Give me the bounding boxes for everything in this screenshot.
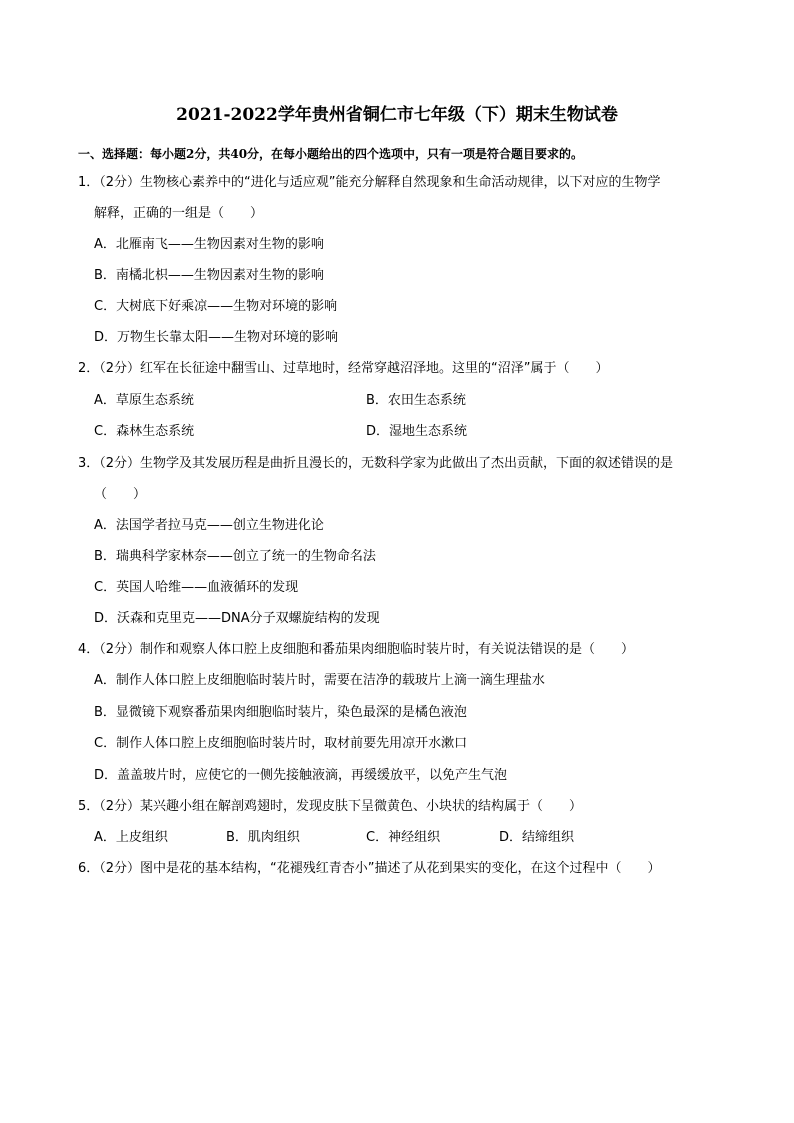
question-4-option-b: B．显微镜下观察番茄果肉细胞临时装片，染色最深的是橘色液泡 — [94, 705, 467, 720]
question-1-stem-continued: 解释，正确的一组是（ ） — [94, 206, 264, 221]
question-5-option-a: A．上皮组织 — [94, 830, 168, 845]
question-4-option-a: A．制作人体口腔上皮细胞临时装片时，需要在洁净的载玻片上滴一滴生理盐水 — [94, 673, 545, 688]
question-1-option-d: D．万物生长靠太阳——生物对环境的影响 — [94, 330, 339, 345]
question-5-option-d: D．结缔组织 — [499, 830, 575, 845]
question-2-option-d: D．湿地生态系统 — [366, 424, 468, 439]
question-2-option-a: A．草原生态系统 — [94, 393, 194, 408]
question-3-option-a: A．法国学者拉马克——创立生物进化论 — [94, 518, 324, 533]
question-3-stem-continued: （ ） — [94, 487, 147, 502]
question-3-option-d: D．沃森和克里克——DNA分子双螺旋结构的发现 — [94, 611, 380, 626]
question-1-option-b: B．南橘北枳——生物因素对生物的影响 — [94, 268, 324, 283]
question-1-option-a: A．北雁南飞——生物因素对生物的影响 — [94, 237, 324, 252]
question-1-option-c: C．大树底下好乘凉——生物对环境的影响 — [94, 299, 338, 314]
question-5-option-b: B．肌肉组织 — [226, 830, 300, 845]
question-2-option-b: B．农田生态系统 — [366, 393, 466, 408]
question-3-option-b: B．瑞典科学家林奈——创立了统一的生物命名法 — [94, 549, 376, 564]
question-3-stem: 3．（2分）生物学及其发展历程是曲折且漫长的，无数科学家为此做出了杰出贡献，下面的叙述错误的是 — [78, 456, 674, 471]
question-2-stem: 2．（2分）红军在长征途中翻雪山、过草地时，经常穿越沼泽地。这里的“沼泽”属于（ ） — [78, 361, 609, 376]
question-4-option-d: D．盖盖玻片时，应使它的一侧先接触液滴，再缓缓放平，以免产生气泡 — [94, 768, 508, 783]
question-5-option-c: C．神经组织 — [366, 830, 441, 845]
question-6-stem: 6．（2分）图中是花的基本结构，“花褪残红青杏小”描述了从花到果实的变化，在这个过程中（ ） — [78, 861, 661, 876]
question-4-option-c: C．制作人体口腔上皮细胞临时装片时，取材前要先用凉开水漱口 — [94, 736, 468, 751]
question-4-stem: 4．（2分）制作和观察人体口腔上皮细胞和番茄果肉细胞临时装片时，有关说法错误的是（ ） — [78, 642, 635, 657]
question-3-option-c: C．英国人哈维——血液循环的发现 — [94, 580, 299, 595]
question-5-stem: 5．（2分）某兴趣小组在解剖鸡翅时，发现皮肤下呈微黄色、小块状的结构属于（ ） — [78, 799, 583, 814]
question-2-option-c: C．森林生态系统 — [94, 424, 195, 439]
section-heading: 一、选择题：每小题2分，共40分，在每小题给出的四个选项中，只有一项是符合题目要求的。 — [78, 147, 584, 161]
question-1-stem: 1．（2分）生物核心素养中的“进化与适应观”能充分解释自然现象和生命活动规律，以下对应的生物学 — [78, 175, 661, 190]
page-title: 2021-2022学年贵州省铜仁市七年级（下）期末生物试卷 — [176, 105, 618, 125]
